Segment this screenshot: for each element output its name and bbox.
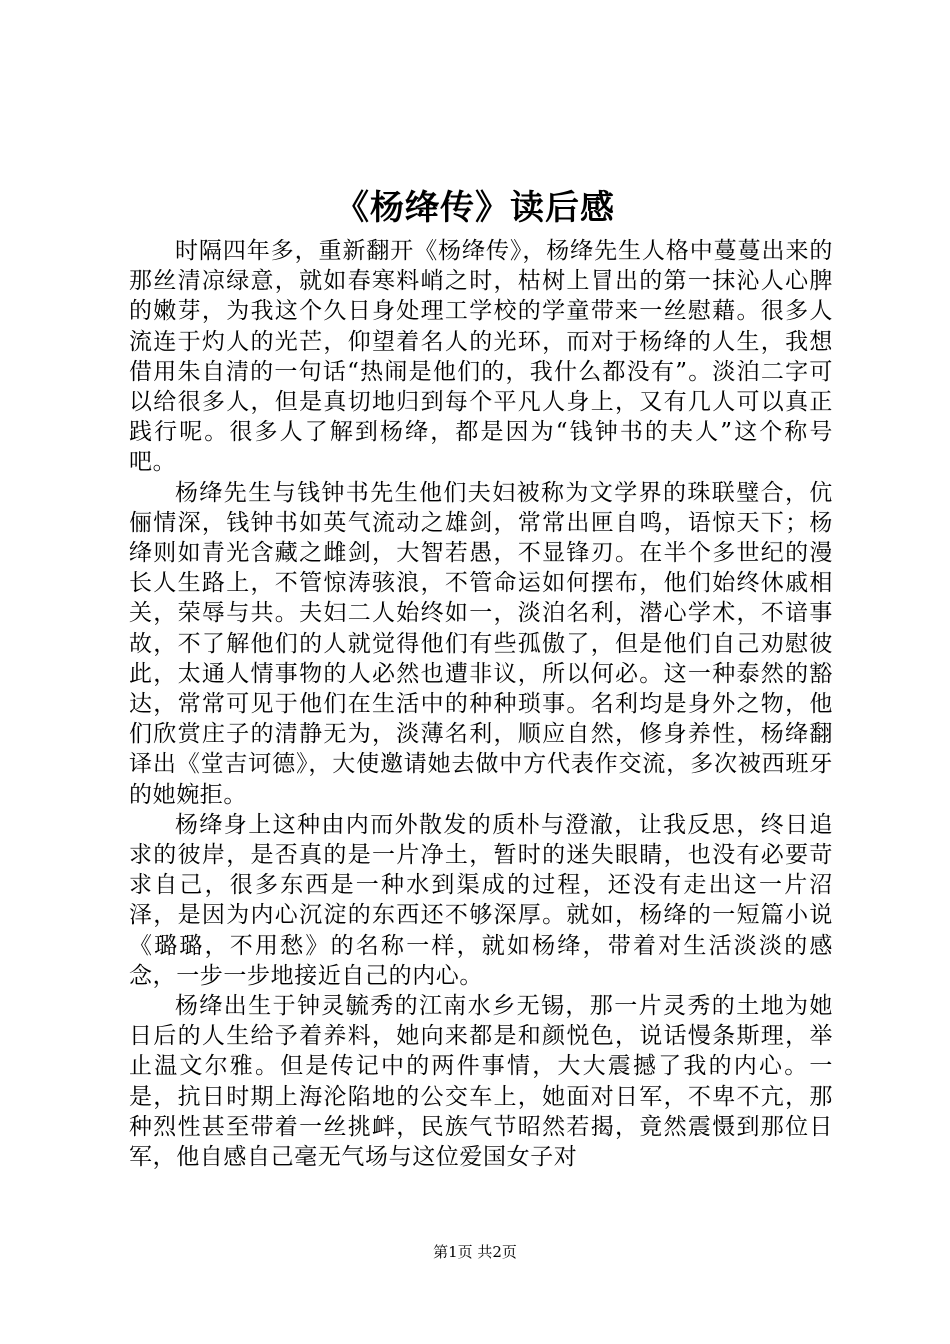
page-number-footer: 第1页 共2页: [433, 1243, 517, 1261]
paragraph-4: 杨绛出生于钟灵毓秀的江南水乡无锡，那一片灵秀的土地为她日后的人生给予着养料，她向来都是和颜悦色，说话慢条斯理，举止温文尔雅。但是传记中的两件事情，大大震撼了我的内心。一是，抗日时期上海沦陷地的公交车上，她面对日军，不卑不亢，那种烈性甚至带着一丝挑衅，民族气节昭然若揭，竟然震慑到那位日军，他自感自己毫无气场与这位爱国女子对: [129, 993, 833, 1171]
paragraph-1: 时隔四年多，重新翻开《杨绛传》，杨绛先生人格中蔓蔓出来的那丝清凉绿意，就如春寒料峭之时，枯树上冒出的第一抹沁人心脾的嫩芽，为我这个久日身处理工学校的学童带来一丝慰藉。很多人流连于灼人的光芒，仰望着名人的光环，而对于杨绛的人生，我想借用朱自清的一句话“热闹是他们的，我什么都没有”。淡泊二字可以给很多人，但是真切地归到每个平凡人身上，又有几人可以真正践行呢。很多人了解到杨绛，都是因为“钱钟书的夫人”这个称号吧。: [129, 238, 833, 476]
document-title: 《杨绛传》读后感: [335, 188, 615, 228]
paragraph-3: 杨绛身上这种由内而外散发的质朴与澄澈，让我反思，终日追求的彼岸，是否真的是一片净土，暂时的迷失眼睛，也没有必要苛求自己，很多东西是一种水到渠成的过程，还没有走出这一片沼泽，是因为内心沉淀的东西还不够深厚。就如，杨绛的一短篇小说《璐璐，不用愁》的名称一样，就如杨绛，带着对生活淡淡的感念，一步一步地接近自己的内心。: [129, 811, 833, 989]
paragraph-2: 杨绛先生与钱钟书先生他们夫妇被称为文学界的珠联璧合，伉俪情深，钱钟书如英气流动之雄剑，常常出匣自鸣，语惊天下；杨绛则如青光含藏之雌剑，大智若愚，不显锋刃。在半个多世纪的漫长人生路上，不管惊涛骇浪，不管命运如何摆布，他们始终休戚相关，荣辱与共。夫妇二人始终如一，淡泊名利，潜心学术，不谙事故，不了解他们的人就觉得他们有些孤傲了，但是他们自己劝慰彼此，太通人情事物的人必然也遭非议，所以何必。这一种泰然的豁达，常常可见于他们在生活中的种种琐事。名利均是身外之物，他们欣赏庄子的清静无为，淡薄名利，顺应自然，修身养性，杨绛翻译出《堂吉诃德》，大使邀请她去做中方代表作交流，多次被西班牙的她婉拒。: [129, 479, 833, 808]
document-body: [129, 236, 833, 1172]
